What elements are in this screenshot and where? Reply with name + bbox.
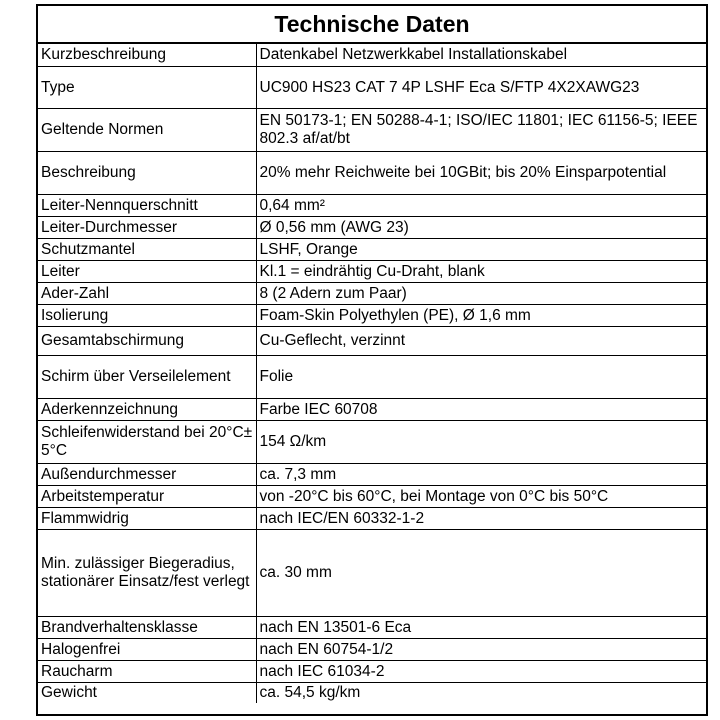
spec-value: Folie bbox=[256, 355, 706, 398]
spec-label: Leiter-Nennquerschnitt bbox=[38, 194, 256, 216]
spec-value: ca. 30 mm bbox=[256, 529, 706, 616]
table-row bbox=[38, 151, 706, 194]
spec-label: Ader-Zahl bbox=[38, 282, 256, 304]
table-row bbox=[38, 66, 706, 108]
spec-value: Ø 0,56 mm (AWG 23) bbox=[256, 216, 706, 238]
table-row bbox=[38, 326, 706, 355]
table-row bbox=[38, 420, 706, 463]
spec-label: Flammwidrig bbox=[38, 507, 256, 529]
spec-label: Type bbox=[38, 66, 256, 108]
spec-label: Gewicht bbox=[38, 682, 256, 703]
spec-label: Außendurchmesser bbox=[38, 463, 256, 485]
table-row bbox=[38, 260, 706, 282]
spec-value: 20% mehr Reichweite bei 10GBit; bis 20% Einsparpotential bbox=[256, 151, 706, 194]
spec-value: nach EN 60754-1/2 bbox=[256, 638, 706, 660]
table-row bbox=[38, 238, 706, 260]
spec-label: Leiter bbox=[38, 260, 256, 282]
page-title: Technische Daten bbox=[38, 6, 706, 44]
table-row bbox=[38, 216, 706, 238]
spec-value: nach EN 13501-6 Eca bbox=[256, 616, 706, 638]
spec-value: nach IEC 61034-2 bbox=[256, 660, 706, 682]
spec-value: nach IEC/EN 60332-1-2 bbox=[256, 507, 706, 529]
spec-label: Brandverhaltensklasse bbox=[38, 616, 256, 638]
spec-value: 154 Ω/km bbox=[256, 420, 706, 463]
spec-label: Beschreibung bbox=[38, 151, 256, 194]
spec-value: Farbe IEC 60708 bbox=[256, 398, 706, 420]
spec-label: Min. zulässiger Biegeradius, stationärer Einsatz/fest verlegt bbox=[38, 529, 256, 616]
spec-value: ca. 7,3 mm bbox=[256, 463, 706, 485]
table-row bbox=[38, 616, 706, 638]
spec-label: Raucharm bbox=[38, 660, 256, 682]
table-row bbox=[38, 507, 706, 529]
spec-label: Isolierung bbox=[38, 304, 256, 326]
table-row bbox=[38, 194, 706, 216]
table-row bbox=[38, 108, 706, 151]
table-row bbox=[38, 44, 706, 66]
table-row bbox=[38, 485, 706, 507]
spec-value: von -20°C bis 60°C, bei Montage von 0°C bis 50°C bbox=[256, 485, 706, 507]
spec-label: Kurzbeschreibung bbox=[38, 44, 256, 66]
spec-value: 0,64 mm² bbox=[256, 194, 706, 216]
table-row bbox=[38, 282, 706, 304]
spec-value: Kl.1 = eindrähtig Cu-Draht, blank bbox=[256, 260, 706, 282]
table-row bbox=[38, 304, 706, 326]
spec-label: Geltende Normen bbox=[38, 108, 256, 151]
spec-value: EN 50173-1; EN 50288-4-1; ISO/IEC 11801; IEC 61156-5; IEEE 802.3 af/at/bt bbox=[256, 108, 706, 151]
table-row bbox=[38, 355, 706, 398]
spec-table bbox=[38, 44, 706, 703]
spec-label: Aderkennzeichnung bbox=[38, 398, 256, 420]
table-row bbox=[38, 660, 706, 682]
spec-value: Foam-Skin Polyethylen (PE), Ø 1,6 mm bbox=[256, 304, 706, 326]
spec-label: Schutzmantel bbox=[38, 238, 256, 260]
table-row bbox=[38, 463, 706, 485]
spec-value: Cu-Geflecht, verzinnt bbox=[256, 326, 706, 355]
spec-sheet bbox=[36, 4, 708, 716]
spec-label: Gesamtabschirmung bbox=[38, 326, 256, 355]
spec-value: UC900 HS23 CAT 7 4P LSHF Eca S/FTP 4X2XAWG23 bbox=[256, 66, 706, 108]
spec-label: Leiter-Durchmesser bbox=[38, 216, 256, 238]
spec-label: Schleifenwiderstand bei 20°C± 5°C bbox=[38, 420, 256, 463]
spec-label: Arbeitstemperatur bbox=[38, 485, 256, 507]
table-row bbox=[38, 529, 706, 616]
spec-label: Halogenfrei bbox=[38, 638, 256, 660]
spec-value: LSHF, Orange bbox=[256, 238, 706, 260]
spec-value: ca. 54,5 kg/km bbox=[256, 682, 706, 703]
spec-label: Schirm über Verseilelement bbox=[38, 355, 256, 398]
table-row bbox=[38, 682, 706, 703]
table-row bbox=[38, 398, 706, 420]
spec-value: 8 (2 Adern zum Paar) bbox=[256, 282, 706, 304]
table-row bbox=[38, 638, 706, 660]
spec-value: Datenkabel Netzwerkkabel Installationskabel bbox=[256, 44, 706, 66]
